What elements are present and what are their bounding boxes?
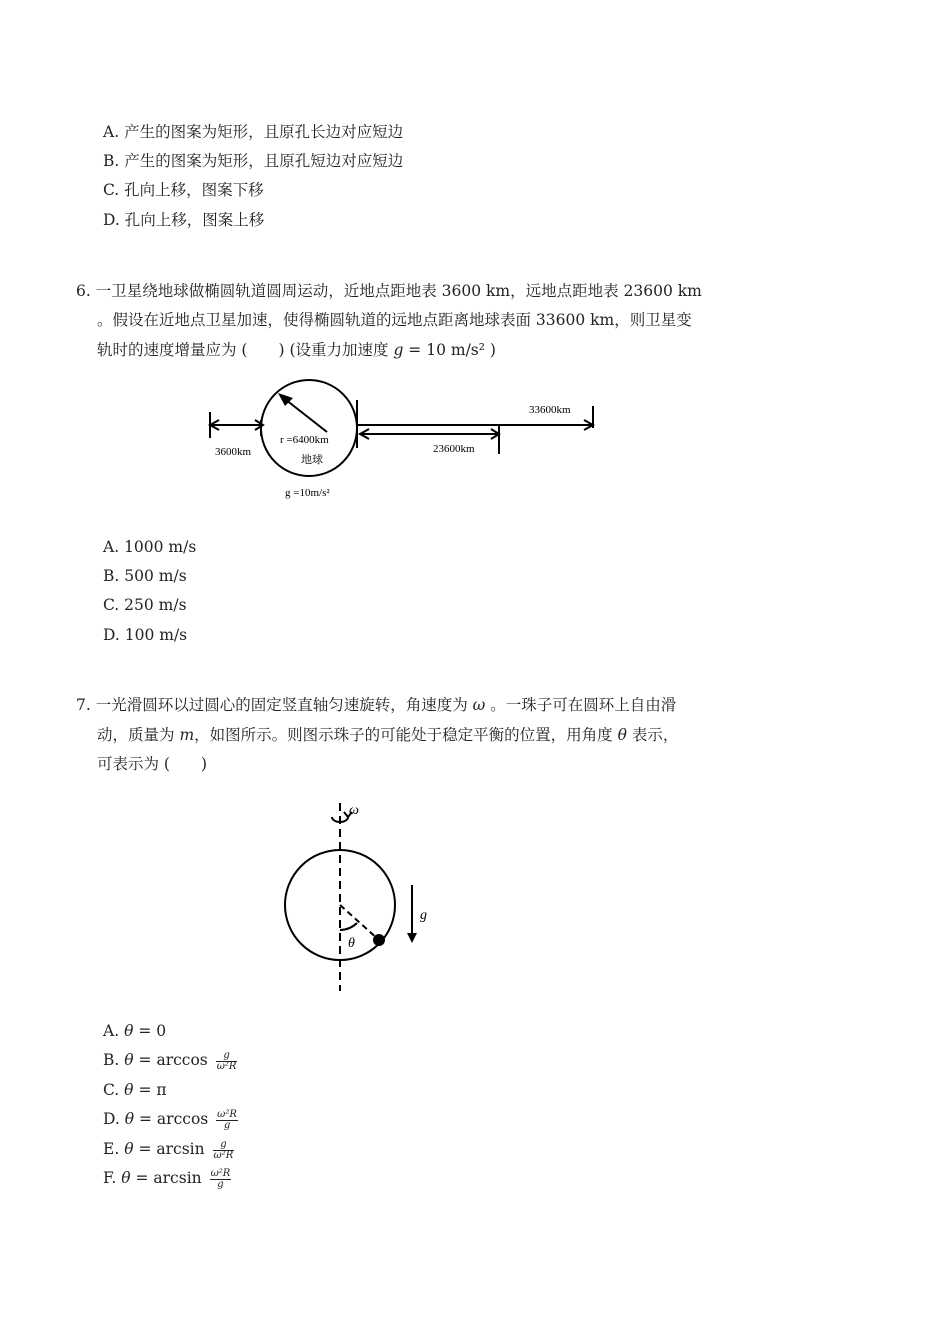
- option-text: = arccos: [134, 1110, 209, 1128]
- fraction: [213, 1140, 235, 1161]
- q6-stem-line-2: 。假设在近地点卫星加速，使得椭圆轨道的远地点距离地球表面 33600 km，则卫星变: [97, 311, 692, 329]
- fraction-denominator: g: [223, 1119, 231, 1131]
- option-key: D.: [103, 1110, 120, 1128]
- option-key: A.: [103, 123, 120, 141]
- option-text: 孔向上移，图案下移: [124, 181, 264, 199]
- gravity-label: g: [420, 908, 427, 923]
- fraction: [216, 1110, 238, 1131]
- math-variable: θ: [124, 1110, 135, 1128]
- stem-text: = 10 m/s² ): [403, 341, 496, 359]
- option-key: C.: [103, 1081, 120, 1099]
- option-key: B.: [103, 1051, 120, 1069]
- question-number: 6.: [76, 282, 91, 300]
- q7-stem-line-2: [97, 725, 678, 745]
- label-gravity: g =10m/s²: [285, 487, 330, 499]
- q7-option-f: [103, 1168, 231, 1190]
- q6-option-a: [103, 537, 196, 557]
- option-key: A.: [103, 1022, 120, 1040]
- option-key: B.: [103, 152, 120, 170]
- fraction-numerator: ω²R: [217, 1108, 237, 1120]
- fraction-numerator: ω²R: [210, 1167, 231, 1179]
- label-3600km: 3600km: [215, 446, 252, 458]
- math-variable: m: [179, 726, 195, 744]
- option-key: A.: [103, 538, 120, 556]
- math-variable: θ: [617, 726, 627, 744]
- label-earth: 地球: [301, 454, 323, 466]
- stem-text: 一光滑圆环以过圆心的固定竖直轴匀速旋转，角速度为: [95, 696, 473, 714]
- stem-text: ，如图所示。则图示珠子的可能处于稳定平衡的位置，用角度: [194, 726, 618, 744]
- q6-stem-line-3: [97, 340, 496, 360]
- question-number: 7.: [76, 696, 91, 714]
- math-variable: θ: [124, 1022, 134, 1040]
- ring-diagram: [270, 795, 450, 995]
- stem-text: 。一珠子可在圆环上自由滑: [485, 696, 677, 714]
- math-variable: g: [393, 341, 404, 359]
- fraction: [210, 1169, 232, 1190]
- stem-text: 表示，: [626, 726, 679, 744]
- fraction: [216, 1051, 238, 1072]
- q6-stem-line-1: [76, 281, 702, 301]
- q7-option-a: [103, 1021, 166, 1041]
- stem-text: 动，质量为: [97, 726, 180, 744]
- option-text: 250 m/s: [124, 596, 187, 614]
- label-23600km: 23600km: [433, 443, 475, 455]
- q5-option-d: [103, 210, 264, 230]
- option-key: F.: [103, 1169, 117, 1187]
- q7-stem-line-1: [76, 695, 676, 715]
- q6-option-c: [103, 595, 187, 615]
- fraction-denominator: ω²R: [213, 1149, 234, 1161]
- option-text: 产生的图案为矩形，且原孔短边对应短边: [124, 152, 404, 170]
- option-text: = π: [133, 1081, 167, 1099]
- fraction-denominator: ω²R: [216, 1060, 237, 1072]
- option-text: = 0: [133, 1022, 167, 1040]
- q7-option-b: [103, 1050, 237, 1072]
- fraction-denominator: g: [217, 1178, 224, 1190]
- fraction-numerator: g: [213, 1140, 235, 1151]
- label-radius: r =6400km: [280, 434, 329, 446]
- option-key: C.: [103, 181, 120, 199]
- option-key: D.: [103, 211, 120, 229]
- stem-text: 轨时的速度增量应为 ( ) (设重力加速度: [97, 341, 394, 359]
- q7-option-e: [103, 1139, 234, 1161]
- q7-stem-line-3: 可表示为 ( ): [97, 755, 208, 773]
- option-key: B.: [103, 567, 120, 585]
- option-text: 产生的图案为矩形，且原孔长边对应短边: [124, 123, 404, 141]
- option-text: 100 m/s: [124, 626, 188, 644]
- math-variable: ω: [472, 696, 486, 714]
- option-text: 1000 m/s: [124, 538, 197, 556]
- q5-option-b: [103, 151, 403, 171]
- omega-label: ω: [349, 803, 359, 818]
- option-text: = arccos: [133, 1051, 208, 1069]
- q7-option-c: [103, 1080, 167, 1100]
- orbit-diagram: [195, 370, 615, 510]
- math-variable: θ: [124, 1140, 134, 1158]
- option-text: 500 m/s: [124, 567, 187, 585]
- option-text: = arcsin: [133, 1140, 205, 1158]
- theta-label: θ: [348, 936, 355, 951]
- option-key: E.: [103, 1140, 120, 1158]
- q5-option-a: [103, 122, 403, 142]
- math-variable: θ: [124, 1051, 134, 1069]
- option-key: D.: [103, 626, 120, 644]
- math-variable: θ: [121, 1169, 131, 1187]
- option-text: = arcsin: [130, 1169, 202, 1187]
- fraction-numerator: g: [216, 1051, 238, 1062]
- q5-option-c: [103, 180, 264, 200]
- math-variable: θ: [124, 1081, 134, 1099]
- option-text: 孔向上移，图案上移: [124, 211, 265, 229]
- q6-option-d: [103, 625, 187, 645]
- q6-option-b: [103, 566, 187, 586]
- label-33600km: 33600km: [529, 404, 571, 416]
- question-text: 一卫星绕地球做椭圆轨道圆周运动，近地点距地表 3600 km，远地点距地表 23600 km: [95, 282, 702, 300]
- option-key: C.: [103, 596, 120, 614]
- q7-option-d: [103, 1109, 238, 1131]
